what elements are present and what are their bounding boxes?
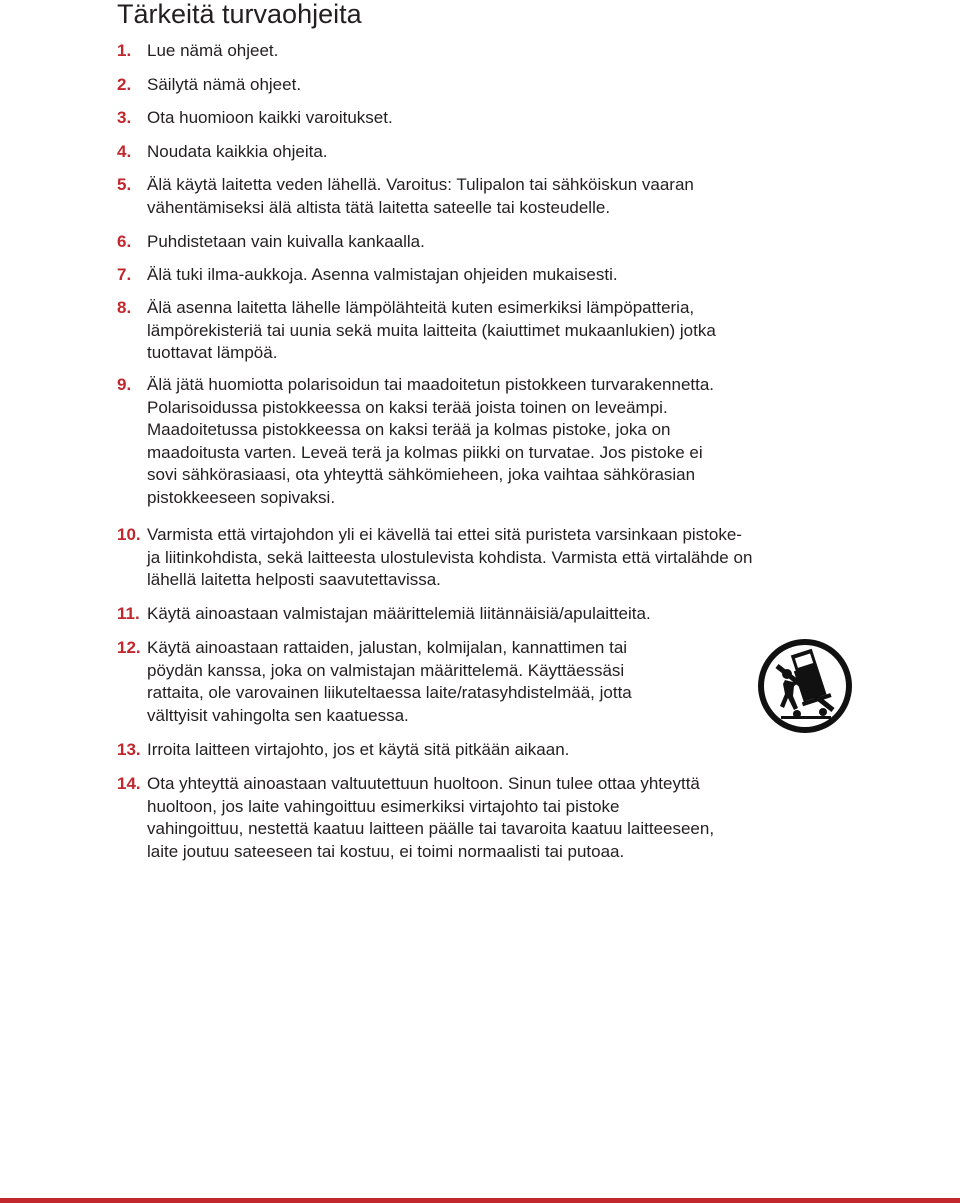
item-line: Älä käytä laitetta veden lähellä. Varoitus: Tulipalon tai sähköiskun vaaran	[147, 175, 694, 194]
item-number: 14.	[117, 774, 141, 793]
item-text	[147, 40, 837, 63]
item-number: 6.	[117, 232, 132, 251]
item-line: välttyisit vahingolta sen kaatuessa.	[147, 705, 409, 725]
item-line: Lue nämä ohjeet.	[147, 41, 279, 60]
item-number: 13.	[117, 740, 141, 759]
item-line: Maadoitetussa pistokkeessa on kaksi terää ja kolmas pistoke, joka on	[147, 420, 671, 440]
item-text	[147, 773, 837, 863]
item-line: lähellä laitetta helposti saavutettavissa.	[147, 570, 441, 590]
cart-tip-over-warning-icon	[757, 638, 853, 734]
item-line: lämpörekisteriä tai uunia sekä muita laitteita (kaiuttimet mukaanlukien) jotka	[147, 320, 716, 340]
list-item	[117, 107, 837, 130]
item-line: vahingoittuu, nestettä kaatuu laitteen päälle tai tavaroita kaatuu laitteeseen,	[147, 819, 715, 839]
item-line: Irroita laitteen virtajohto, jos et käytä sitä pitkään aikaan.	[147, 740, 570, 759]
item-text	[147, 739, 837, 762]
item-line: Puhdistetaan vain kuivalla kankaalla.	[147, 232, 425, 251]
item-line: ja liitinkohdista, sekä laitteesta ulostulevista kohdista. Varmista että virtalähde on	[147, 547, 753, 567]
item-line: Käytä ainoastaan valmistajan määrittelemiä liitännäisiä/apulaitteita.	[147, 604, 651, 623]
item-text	[147, 231, 837, 254]
item-line: Älä tuki ilma-aukkoja. Asenna valmistajan ohjeiden mukaisesti.	[147, 265, 618, 284]
item-text	[147, 603, 837, 626]
list-item	[117, 637, 837, 727]
page-title: Tärkeitä turvaohjeita	[117, 0, 362, 29]
item-line: rattaita, ole varovainen liikuteltaessa laite/ratasyhdistelmää, jotta	[147, 683, 632, 703]
bottom-accent-bar	[0, 1198, 960, 1203]
item-line: pöydän kanssa, joka on valmistajan määrittelemä. Käyttäessäsi	[147, 660, 625, 680]
list-item	[117, 374, 837, 510]
item-line: Ota yhteyttä ainoastaan valtuutettuun huoltoon. Sinun tulee ottaa yhteyttä	[147, 774, 700, 793]
item-text	[147, 374, 837, 510]
item-text	[147, 297, 837, 365]
list-item	[117, 141, 837, 164]
item-line: Säilytä nämä ohjeet.	[147, 75, 302, 94]
item-number: 8.	[117, 298, 132, 317]
item-number: 7.	[117, 265, 132, 284]
item-line: Käytä ainoastaan rattaiden, jalustan, kolmijalan, kannattimen tai	[147, 638, 628, 657]
item-line: huoltoon, jos laite vahingoittuu esimerkiksi virtajohto tai pistoke	[147, 796, 620, 816]
item-text	[147, 524, 837, 592]
item-number: 9.	[117, 375, 132, 394]
item-text	[147, 174, 837, 219]
item-text	[147, 637, 707, 727]
item-line: Noudata kaikkia ohjeita.	[147, 142, 328, 161]
item-text	[147, 264, 837, 287]
item-text	[147, 141, 837, 164]
list-item	[117, 297, 837, 365]
list-item	[117, 231, 837, 254]
item-number: 12.	[117, 638, 141, 657]
list-item	[117, 40, 837, 63]
item-line: maadoitusta varten. Leveä terä ja kolmas piikki on turvatae. Jos pistoke ei	[147, 442, 703, 462]
item-line: vähentämiseksi älä altista tätä laitetta sateelle tai kosteudelle.	[147, 197, 611, 217]
item-number: 2.	[117, 75, 132, 94]
item-text	[147, 74, 837, 97]
item-line: pistokkeeseen sopivaksi.	[147, 487, 336, 507]
item-line: sovi sähkörasiaasi, ota yhteyttä sähkömieheen, joka vaihtaa sähkörasian	[147, 465, 696, 485]
item-line: Varmista että virtajohdon yli ei kävellä tai ettei sitä puristeta varsinkaan pistoke-	[147, 525, 742, 544]
item-number: 3.	[117, 108, 132, 127]
item-line: laite joutuu sateeseen tai kostuu, ei toimi normaalisti tai putoaa.	[147, 841, 625, 861]
list-item	[117, 603, 837, 626]
list-item	[117, 74, 837, 97]
item-line: Polarisoidussa pistokkeessa on kaksi terää joista toinen on leveämpi.	[147, 397, 668, 417]
list-item	[117, 524, 837, 592]
item-line: tuottavat lämpöä.	[147, 343, 278, 363]
list-item	[117, 773, 837, 863]
list-item	[117, 739, 837, 762]
item-number: 1.	[117, 41, 132, 60]
list-item	[117, 264, 837, 287]
list-item	[117, 174, 837, 219]
item-line: Ota huomioon kaikki varoitukset.	[147, 108, 393, 127]
item-line: Älä jätä huomiotta polarisoidun tai maadoitetun pistokkeen turvarakennetta.	[147, 375, 715, 394]
item-text	[147, 107, 837, 130]
item-number: 5.	[117, 175, 132, 194]
item-number: 10.	[117, 525, 141, 544]
item-line: Älä asenna laitetta lähelle lämpölähteitä kuten esimerkiksi lämpöpatteria,	[147, 298, 695, 317]
item-number: 4.	[117, 142, 132, 161]
item-number: 11.	[117, 604, 140, 623]
